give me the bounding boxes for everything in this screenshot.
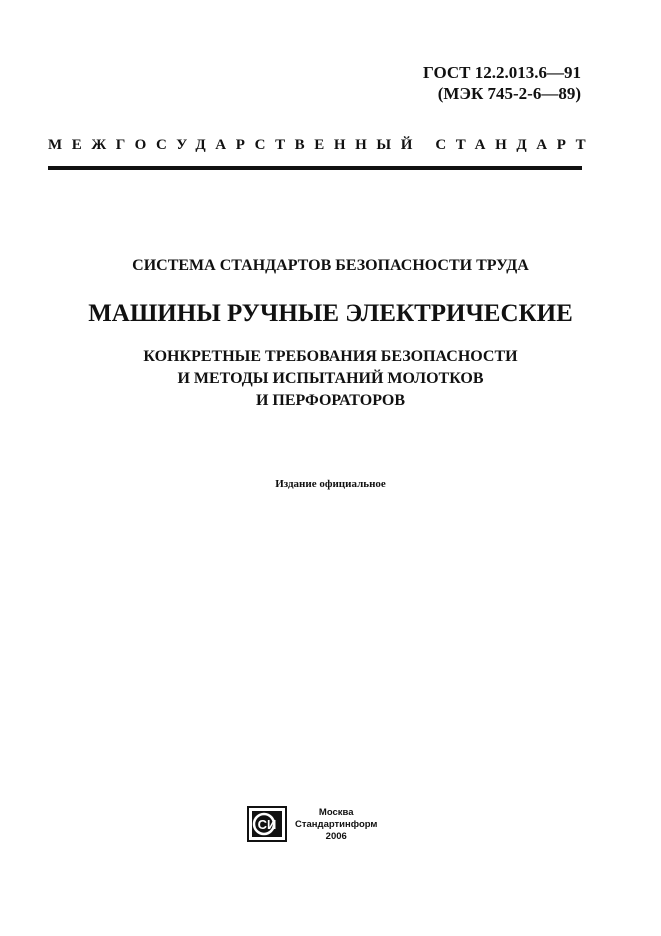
svg-text:СИ: СИ <box>257 817 277 832</box>
publisher-year: 2006 <box>325 831 347 842</box>
subtitle <box>0 346 661 412</box>
subtitle-line: И МЕТОДЫ ИСПЫТАНИЙ МОЛОТКОВ <box>177 370 484 387</box>
subtitle-line: И ПЕРФОРАТОРОВ <box>255 392 406 409</box>
publisher-block <box>247 806 377 842</box>
subtitle-line: КОНКРЕТНЫЕ ТРЕБОВАНИЯ БЕЗОПАСНОСТИ <box>143 348 518 365</box>
publisher-city: Москва <box>318 807 354 818</box>
standartinform-logo-icon <box>247 806 287 842</box>
heading-divider <box>48 166 582 170</box>
gost-designation <box>423 62 581 104</box>
gost-number: ГОСТ 12.2.013.6—91 <box>423 63 581 82</box>
publisher-info <box>295 807 377 843</box>
publisher-name: Стандартинформ <box>295 819 378 830</box>
edition-label: Издание официальное <box>275 478 386 490</box>
main-title: МАШИНЫ РУЧНЫЕ ЭЛЕКТРИЧЕСКИЕ <box>88 300 573 327</box>
system-title: СИСТЕМА СТАНДАРТОВ БЕЗОПАСНОСТИ ТРУДА <box>132 257 529 274</box>
iec-number: (МЭК 745-2-6—89) <box>437 84 581 103</box>
standard-type-heading: МЕЖГОСУДАРСТВЕННЫЙ СТАНДАРТ <box>48 137 596 153</box>
